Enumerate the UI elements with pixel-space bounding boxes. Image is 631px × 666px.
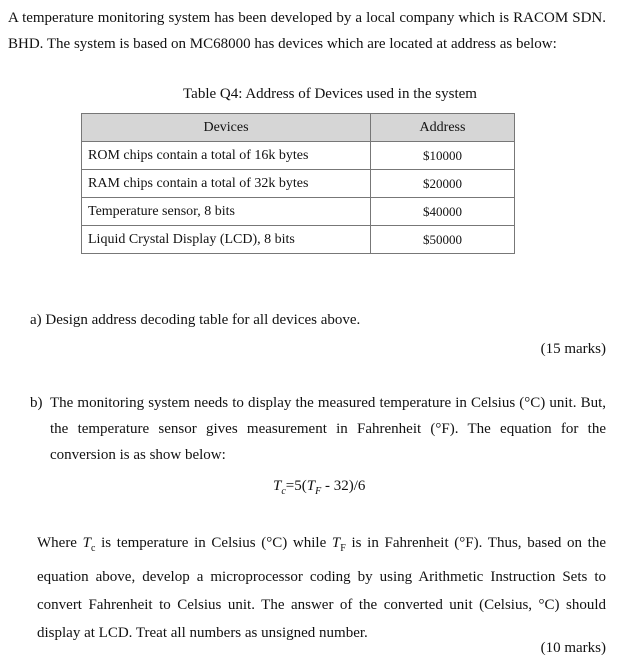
question-b: [30, 390, 606, 468]
table-row: [82, 142, 515, 170]
address-cell: $10000: [371, 142, 515, 170]
where-text-1: Where: [37, 535, 83, 551]
table-row: [82, 198, 515, 226]
where-var-tc: T: [82, 535, 91, 551]
device-address-table: [81, 113, 515, 254]
where-text-3: is in Fahrenheit (°F). Thus, based on the equation above, develop a microprocessor coding by using Arithmetic Instruction Sets to convert Fahrenheit to Celsius unit. The answer of the converted unit (Celsius, °C) should display at LCD. Treat all numbers as unsigned number.: [37, 535, 607, 641]
question-b-label: b): [30, 395, 43, 411]
table-row: [82, 226, 515, 254]
device-cell: Temperature sensor, 8 bits: [82, 198, 371, 226]
table-caption: Table Q4: Address of Devices used in the system: [183, 86, 477, 102]
where-var-tf: T: [331, 535, 341, 551]
question-a-label: a): [30, 312, 42, 328]
where-sub-f: F: [340, 543, 346, 554]
device-cell: RAM chips contain a total of 32k bytes: [82, 170, 371, 198]
where-paragraph: [37, 529, 606, 647]
device-cell: Liquid Crystal Display (LCD), 8 bits: [82, 226, 371, 254]
question-a-text: Design address decoding table for all devices above.: [45, 312, 361, 328]
where-text-2: is temperature in Celsius (°C) while: [95, 535, 332, 551]
eq-var-tc: T: [273, 478, 282, 494]
question-b-text: The monitoring system needs to display the measured temperature in Celsius (°C) unit. But, the temperature sensor gives measurement in Fahrenheit (°F). The equation for the conversion is as show below:: [50, 395, 606, 463]
device-cell: ROM chips contain a total of 16k bytes: [82, 142, 371, 170]
address-cell: $40000: [371, 198, 515, 226]
eq-sub-f: F: [315, 486, 322, 497]
header-address: Address: [371, 114, 515, 142]
eq-rhs-suffix: - 32)/6: [321, 478, 366, 494]
question-a: [30, 312, 360, 329]
header-devices: Devices: [82, 114, 371, 142]
intro-paragraph: A temperature monitoring system has been developed by a local company which is RACOM SDN. BHD. The system is based on MC68000 has devices which are located at address as below:: [8, 10, 606, 52]
question-b-marks: (10 marks): [540, 640, 606, 656]
eq-rhs-prefix: =5(: [285, 478, 307, 494]
question-a-marks: (15 marks): [540, 341, 606, 357]
eq-sub-c: c: [281, 486, 286, 497]
where-sub-c: c: [90, 543, 96, 554]
address-cell: $20000: [371, 170, 515, 198]
table-row: [82, 170, 515, 198]
conversion-equation: [273, 478, 365, 497]
eq-var-tf: T: [306, 478, 316, 494]
table-header-row: [82, 114, 515, 142]
address-cell: $50000: [371, 226, 515, 254]
